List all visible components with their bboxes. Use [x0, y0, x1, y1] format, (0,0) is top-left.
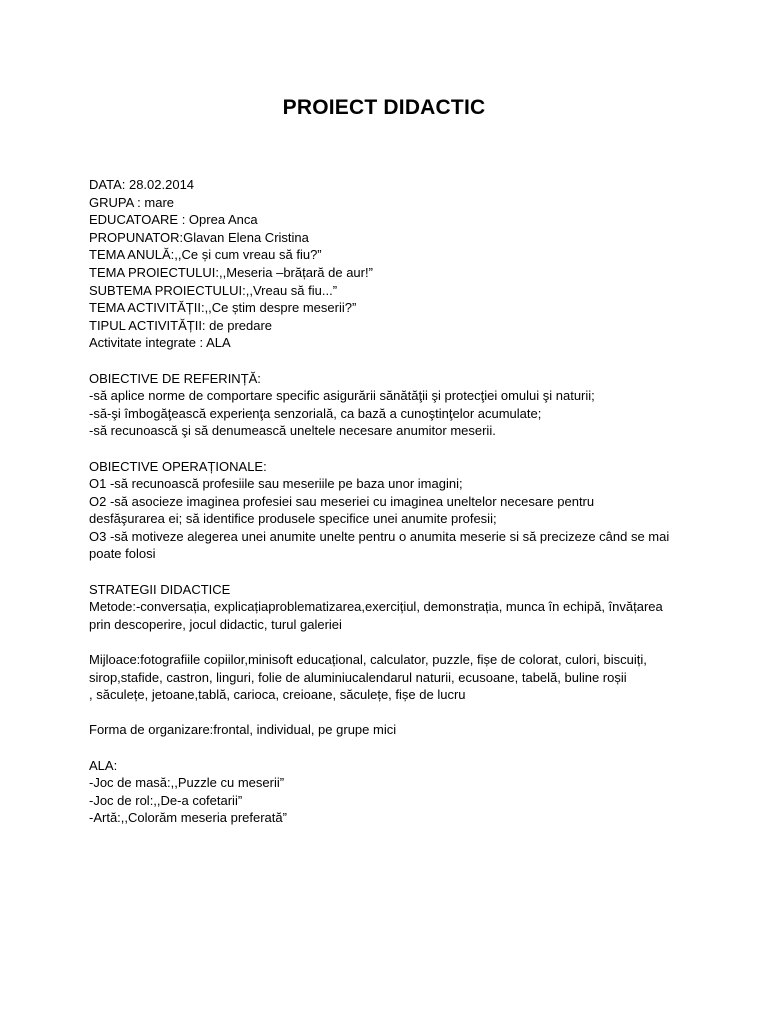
project-theme-line: TEMA PROIECTULUI:,,Meseria –brățară de aur!” — [89, 264, 373, 280]
methods-line-cont: prin descoperire, jocul didactic, turul galeriei — [89, 616, 342, 632]
spacer — [89, 704, 689, 722]
resources-line: Mijloace:fotografiile copiilor,minisoft educațional, calculator, puzzle, fișe de colorat, culori, biscuiți, — [89, 652, 647, 668]
operational-objective-o3-cont: poate folosi — [89, 546, 156, 562]
integrated-activity-line: Activitate integrate : ALA — [89, 335, 231, 351]
operational-objectives-heading: OBIECTIVE OPERAȚIONALE: — [89, 458, 267, 474]
ala-heading: ALA: — [89, 757, 118, 773]
spacer — [89, 440, 689, 458]
reference-objective-item: -să-şi îmbogăţească experienţa senzorială, ca bază a cunoştinţelor acumulate; — [89, 405, 542, 421]
resources-line-cont: , săculețe, jetoane,tablă, carioca, creioane, săculețe, fișe de lucru — [89, 687, 466, 703]
operational-objective-o2: O2 -să asocieze imaginea profesiei sau meseriei cu imaginea uneltelor necesare pentru — [89, 493, 595, 509]
reference-objectives-heading: OBIECTIVE DE REFERINȚĂ: — [89, 370, 261, 386]
ala-item: -Joc de masă:,,Puzzle cu meserii” — [89, 775, 285, 791]
spacer — [89, 563, 689, 581]
spacer — [89, 352, 689, 370]
operational-objective-o1: O1 -să recunoască profesiile sau meseriile pe baza unor imagini; — [89, 476, 463, 492]
reference-objective-item: -să aplice norme de comportare specific asigurării sănătăţii şi protecţiei omului şi naturii; — [89, 388, 595, 404]
organization-form-line: Forma de organizare:frontal, individual, pe grupe mici — [89, 722, 397, 738]
methods-line: Metode:-conversația, explicațiaproblematizarea,exercițiul, demonstrația, munca în echipă, învățarea — [89, 599, 663, 615]
project-subtheme-line: SUBTEMA PROIECTULUI:,,Vreau să fiu...” — [89, 282, 338, 298]
resources-line-cont: sirop,stafide, castron, linguri, folie de aluminiucalendarul naturii, ecusoane, tabelă, buline roșii — [89, 669, 627, 685]
spacer — [89, 739, 689, 757]
proposer-line: PROPUNATOR:Glavan Elena Cristina — [89, 229, 309, 245]
operational-objective-o3: O3 -să motiveze alegerea unei anumite unelte pentru o anumita meserie si să precizeze când se mai — [89, 528, 670, 544]
activity-theme-line: TEMA ACTIVITĂȚII:,,Ce știm despre meserii?” — [89, 300, 357, 316]
operational-objective-o2-cont: desfăşurarea ei; să identifice produsele specifice unei anumite profesii; — [89, 511, 497, 527]
reference-objective-item: -să recunoască şi să denumească uneltele necesare anumitor meserii. — [89, 423, 496, 439]
strategies-heading: STRATEGII DIDACTICE — [89, 581, 231, 597]
ala-item: -Joc de rol:,,De-a cofetarii” — [89, 792, 243, 808]
teacher-line: EDUCATOARE : Oprea Anca — [89, 212, 258, 228]
group-line: GRUPA : mare — [89, 194, 175, 210]
document-title: PROIECT DIDACTIC — [282, 96, 486, 119]
date-line: DATA: 28.02.2014 — [89, 177, 195, 192]
activity-type-line: TIPUL ACTIVITĂȚII: de predare — [89, 317, 273, 333]
document-body — [89, 176, 689, 827]
annual-theme-line: TEMA ANULĂ:,,Ce și cum vreau să fiu?” — [89, 247, 322, 263]
ala-item: -Artă:,,Colorăm meseria preferată” — [89, 810, 287, 826]
spacer — [89, 633, 689, 651]
